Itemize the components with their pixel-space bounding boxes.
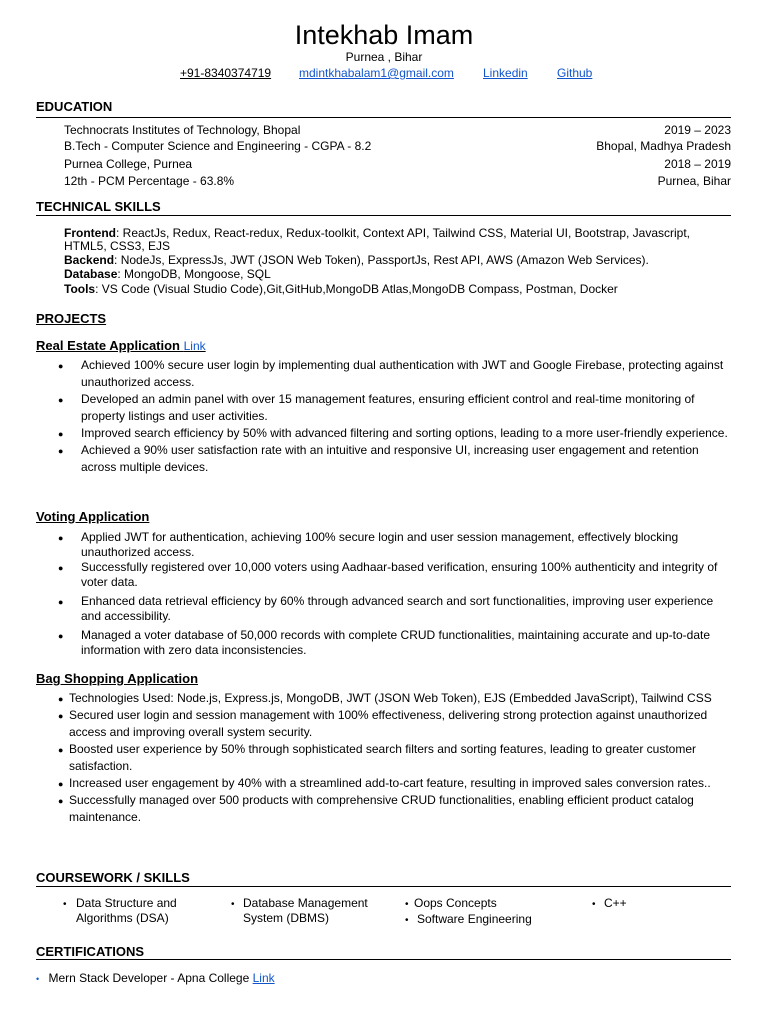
- skills-divider: [36, 215, 731, 216]
- coursework-item: •: [592, 899, 596, 910]
- coursework-item: Data Structure and Algorithms (DSA): [76, 896, 177, 925]
- project-title: Bag Shopping Application: [36, 671, 199, 686]
- skill-label: Tools: [64, 282, 96, 296]
- list-item: ● Boosted user experience by 50% through sophisticated search filters and sorting features, leading to greater customer satisfaction.: [69, 741, 731, 775]
- institution-name: Technocrats Institutes of Technology, Bhopal: [64, 123, 301, 137]
- institution-name: Purnea College, Purnea: [64, 157, 193, 171]
- education-years: 2019 – 2023: [664, 123, 731, 137]
- certification-link[interactable]: Link: [252, 971, 275, 985]
- education-row: [64, 156, 731, 172]
- project-title: Voting Application: [36, 509, 150, 524]
- skill-database: [64, 268, 704, 281]
- education-years: 2018 – 2019: [664, 157, 731, 171]
- education-row: [64, 122, 731, 138]
- candidate-location: Purnea , Bihar: [345, 50, 423, 64]
- education-heading: EDUCATION: [36, 99, 113, 114]
- certification-text: Mern Stack Developer - Apna College: [48, 971, 250, 985]
- email-link[interactable]: mdintkhabalam1@gmail.com: [299, 66, 454, 80]
- skill-value: : NodeJs, ExpressJs, JWT (JSON Web Token), PassportJs, Rest API, AWS (Amazon Web Services).: [114, 253, 649, 267]
- coursework-heading: COURSEWORK / SKILLS: [36, 870, 190, 885]
- coursework-divider: [36, 886, 731, 887]
- coursework-item: •: [63, 899, 67, 910]
- degree-detail: B.Tech - Computer Science and Engineering - CGPA - 8.2: [64, 139, 372, 153]
- skill-value: : VS Code (Visual Studio Code),Git,GitHub,MongoDB Atlas,MongoDB Compass, Postman, Docker: [95, 282, 618, 296]
- education-row: [64, 173, 731, 189]
- certifications-heading: CERTIFICATIONS: [36, 944, 145, 959]
- list-item: ● Technologies Used: Node.js, Express.js, MongoDB, JWT (JSON Web Token), EJS (Embedded JavaScript), Tailwind CSS: [69, 690, 731, 707]
- coursework-item: •: [405, 915, 409, 926]
- projects-heading: PROJECTS: [36, 311, 107, 326]
- skill-label: Backend: [64, 253, 115, 267]
- list-item: ● Managed a voter database of 50,000 records with complete CRUD functionalities, maintaining accurate and up-to-date information with zero data inconsistencies.: [81, 628, 731, 658]
- project-bullets: [69, 690, 731, 826]
- skills-heading: TECHNICAL SKILLS: [36, 199, 161, 214]
- coursework-item: Database Management System (DBMS): [243, 896, 368, 925]
- certification-item: [36, 971, 275, 987]
- list-item: ● Increased user engagement by 40% with a streamlined add-to-cart feature, resulting in improved sales conversion rates..: [69, 775, 731, 792]
- education-place: Bhopal, Madhya Pradesh: [596, 139, 731, 153]
- list-item: ● Improved search efficiency by 50% with advanced filtering and sorting options, leading to a more user-friendly experience.: [81, 425, 731, 442]
- project-link[interactable]: Link: [183, 339, 206, 353]
- project-name: Real Estate Application: [36, 338, 180, 353]
- skill-label: Database: [64, 267, 118, 281]
- list-item: ● Secured user login and session management with 100% effectiveness, delivering strong protection against unauthorized access and improving overall system security.: [69, 707, 731, 741]
- project-bullets: [81, 530, 731, 658]
- skill-tools: [64, 283, 704, 296]
- candidate-name: Intekhab Imam: [294, 20, 474, 50]
- github-link[interactable]: Github: [557, 66, 593, 80]
- list-item: ● Applied JWT for authentication, achieving 100% secure login and user session management, effectively blocking unauthorized access.: [81, 530, 731, 560]
- list-item: ● Successfully registered over 10,000 voters using Aadhaar-based verification, ensuring 100% authenticity and integrity of voter data.: [81, 560, 731, 590]
- list-item: ● Developed an admin panel with over 15 management features, ensuring efficient control and real-time monitoring of property listings and user activities.: [81, 391, 731, 425]
- education-row: [64, 138, 731, 154]
- bullet-icon: •: [36, 974, 40, 984]
- project-title: [36, 338, 206, 354]
- skill-value: : MongoDB, Mongoose, SQL: [117, 267, 271, 281]
- skill-value: : ReactJs, Redux, React-redux, Redux-toolkit, Context API, Tailwind CSS, Material UI, Bootstrap, Javascript, HTML5, CSS3, EJS: [64, 226, 691, 253]
- education-divider: [36, 117, 731, 118]
- linkedin-link[interactable]: Linkedin: [483, 66, 528, 80]
- skill-frontend: [64, 227, 704, 253]
- certifications-divider: [36, 959, 731, 960]
- coursework-item: •: [405, 899, 409, 910]
- skill-backend: [64, 254, 704, 267]
- coursework-item: Software Engineering: [417, 912, 532, 926]
- coursework-item: Oops Concepts: [414, 896, 497, 910]
- list-item: ● Successfully managed over 500 products with comprehensive CRUD functionalities, enabling efficient product catalog maintenance.: [69, 792, 731, 826]
- coursework-item: C++: [604, 896, 627, 910]
- phone-link[interactable]: +91-8340374719: [180, 66, 272, 80]
- degree-detail: 12th - PCM Percentage - 63.8%: [64, 174, 235, 188]
- skill-label: Frontend: [64, 226, 116, 240]
- list-item: ● Enhanced data retrieval efficiency by 60% through advanced search and sort functionalities, improving user experience and accessibility.: [81, 594, 731, 624]
- coursework-item: •: [231, 899, 235, 910]
- list-item: ● Achieved a 90% user satisfaction rate with an intuitive and responsive UI, increasing user engagement and retention across multiple devices.: [81, 442, 731, 476]
- list-item: ● Achieved 100% secure user login by implementing dual authentication with JWT and Google Firebase, protecting against unauthorized access.: [81, 357, 731, 391]
- project-bullets: [81, 357, 731, 476]
- education-place: Purnea, Bihar: [657, 174, 731, 188]
